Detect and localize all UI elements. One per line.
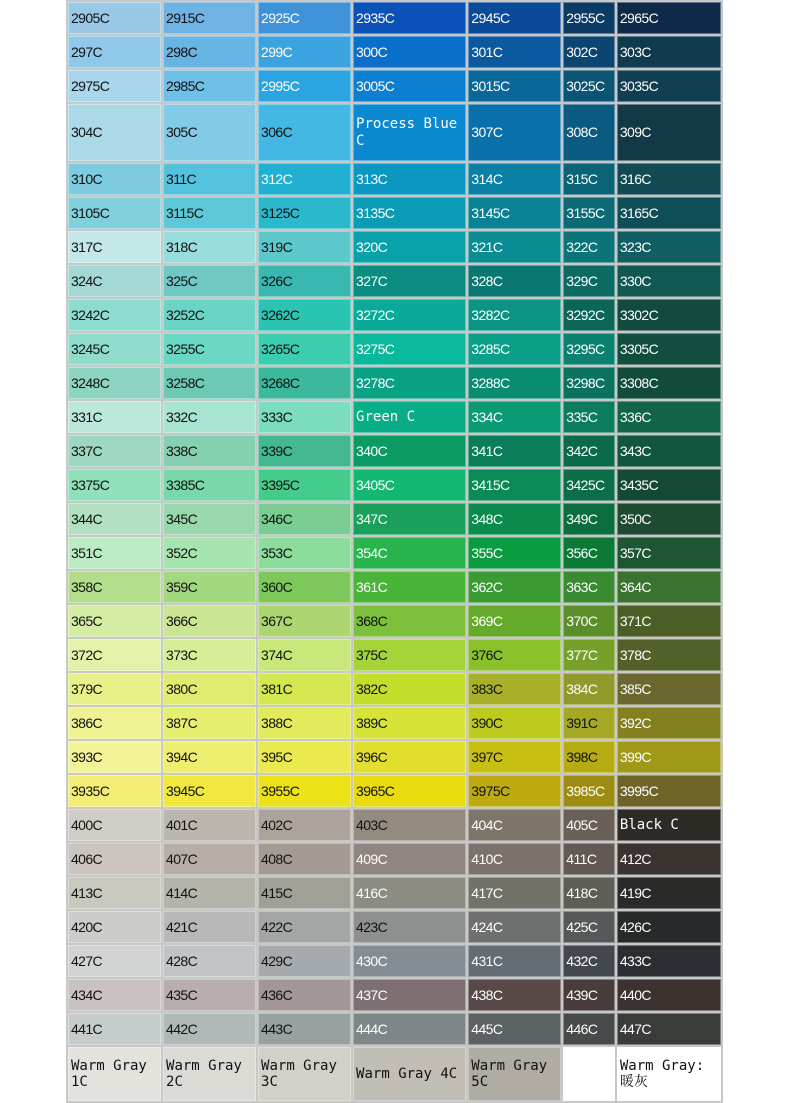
color-swatch: 321C [468, 231, 561, 263]
color-swatch: 336C [617, 401, 721, 433]
color-swatch: 397C [468, 741, 561, 773]
color-swatch: 3305C [617, 333, 721, 365]
swatch-row [68, 877, 721, 909]
color-swatch: 433C [617, 945, 721, 977]
swatch-row [68, 775, 721, 807]
color-swatch: 319C [258, 231, 351, 263]
color-swatch: 398C [563, 741, 615, 773]
color-swatch: 383C [468, 673, 561, 705]
color-swatch: 351C [68, 537, 161, 569]
color-swatch: 405C [563, 809, 615, 841]
color-swatch: 322C [563, 231, 615, 263]
color-swatch: 305C [163, 104, 256, 161]
color-swatch: 3995C [617, 775, 721, 807]
color-swatch: 299C [258, 36, 351, 68]
color-swatch: 326C [258, 265, 351, 297]
swatch-row [68, 605, 721, 637]
color-swatch: 401C [163, 809, 256, 841]
color-swatch: 3165C [617, 197, 721, 229]
color-swatch: 3252C [163, 299, 256, 331]
color-swatch: 357C [617, 537, 721, 569]
color-swatch: 379C [68, 673, 161, 705]
color-swatch: 422C [258, 911, 351, 943]
color-swatch: 358C [68, 571, 161, 603]
color-swatch: 3375C [68, 469, 161, 501]
swatch-row [68, 571, 721, 603]
color-swatch: Warm Gray 4C [353, 1047, 466, 1101]
color-swatch: 3272C [353, 299, 466, 331]
color-swatch: 304C [68, 104, 161, 161]
color-swatch: 3242C [68, 299, 161, 331]
color-swatch: 3405C [353, 469, 466, 501]
color-swatch: 3975C [468, 775, 561, 807]
color-swatch: 359C [163, 571, 256, 603]
color-swatch: Black C [617, 809, 721, 841]
color-swatch: 369C [468, 605, 561, 637]
color-swatch: 334C [468, 401, 561, 433]
color-swatch: 394C [163, 741, 256, 773]
color-swatch: 3268C [258, 367, 351, 399]
color-swatch: 364C [617, 571, 721, 603]
color-swatch: 306C [258, 104, 351, 161]
color-swatch: 325C [163, 265, 256, 297]
pantone-color-chart [66, 0, 723, 1103]
color-swatch: 3292C [563, 299, 615, 331]
color-swatch: 360C [258, 571, 351, 603]
color-swatch: 2925C [258, 2, 351, 34]
color-swatch: 2995C [258, 70, 351, 102]
color-swatch: 372C [68, 639, 161, 671]
color-swatch: 392C [617, 707, 721, 739]
swatch-row [68, 673, 721, 705]
color-swatch: 3385C [163, 469, 256, 501]
color-swatch: 2955C [563, 2, 615, 34]
color-swatch: 395C [258, 741, 351, 773]
color-swatch: 391C [563, 707, 615, 739]
color-swatch: 407C [163, 843, 256, 875]
swatch-row [68, 163, 721, 195]
color-swatch: 439C [563, 979, 615, 1011]
swatch-row [68, 435, 721, 467]
color-swatch: 385C [617, 673, 721, 705]
color-swatch: 3308C [617, 367, 721, 399]
color-swatch: 332C [163, 401, 256, 433]
color-swatch: 417C [468, 877, 561, 909]
color-swatch: 339C [258, 435, 351, 467]
color-swatch: 323C [617, 231, 721, 263]
color-swatch: 3135C [353, 197, 466, 229]
color-swatch: 390C [468, 707, 561, 739]
color-swatch: 396C [353, 741, 466, 773]
swatch-row [68, 979, 721, 1011]
swatch-row [68, 741, 721, 773]
color-swatch: 2905C [68, 2, 161, 34]
color-swatch: 373C [163, 639, 256, 671]
color-swatch: 447C [617, 1013, 721, 1045]
color-swatch: 3015C [468, 70, 561, 102]
color-swatch: 344C [68, 503, 161, 535]
color-swatch: 316C [617, 163, 721, 195]
color-swatch: 298C [163, 36, 256, 68]
color-swatch: 444C [353, 1013, 466, 1045]
swatch-row [68, 537, 721, 569]
color-swatch: 354C [353, 537, 466, 569]
color-swatch: 419C [617, 877, 721, 909]
color-swatch: 3005C [353, 70, 466, 102]
color-swatch: 3285C [468, 333, 561, 365]
color-swatch: 409C [353, 843, 466, 875]
swatch-row [68, 809, 721, 841]
color-swatch: 355C [468, 537, 561, 569]
color-swatch: 425C [563, 911, 615, 943]
color-swatch: 402C [258, 809, 351, 841]
color-swatch: 3415C [468, 469, 561, 501]
color-swatch: 2945C [468, 2, 561, 34]
color-swatch: Green C [353, 401, 466, 433]
color-swatch: 438C [468, 979, 561, 1011]
color-swatch: 3985C [563, 775, 615, 807]
color-swatch: 3945C [163, 775, 256, 807]
color-swatch: 302C [563, 36, 615, 68]
color-swatch: 3258C [163, 367, 256, 399]
color-swatch: 374C [258, 639, 351, 671]
color-swatch: 411C [563, 843, 615, 875]
color-swatch: 410C [468, 843, 561, 875]
color-swatch: 318C [163, 231, 256, 263]
swatch-row [68, 197, 721, 229]
color-swatch: 389C [353, 707, 466, 739]
color-swatch: 3035C [617, 70, 721, 102]
color-swatch: 437C [353, 979, 466, 1011]
color-swatch: 352C [163, 537, 256, 569]
color-swatch: 3278C [353, 367, 466, 399]
color-swatch: 428C [163, 945, 256, 977]
color-swatch: 3288C [468, 367, 561, 399]
color-swatch: 420C [68, 911, 161, 943]
color-swatch: 421C [163, 911, 256, 943]
color-swatch: 3245C [68, 333, 161, 365]
color-swatch: 3265C [258, 333, 351, 365]
color-swatch: 3282C [468, 299, 561, 331]
color-swatch: 3115C [163, 197, 256, 229]
color-swatch: 408C [258, 843, 351, 875]
color-swatch [563, 1047, 615, 1101]
color-swatch: 338C [163, 435, 256, 467]
color-swatch: 3025C [563, 70, 615, 102]
color-swatch: 308C [563, 104, 615, 161]
color-swatch: 375C [353, 639, 466, 671]
color-swatch: 335C [563, 401, 615, 433]
color-swatch: 348C [468, 503, 561, 535]
color-swatch: 363C [563, 571, 615, 603]
color-swatch: 436C [258, 979, 351, 1011]
color-swatch: 330C [617, 265, 721, 297]
color-swatch: 424C [468, 911, 561, 943]
color-swatch: 412C [617, 843, 721, 875]
color-swatch: 404C [468, 809, 561, 841]
color-swatch: 329C [563, 265, 615, 297]
color-swatch: 3425C [563, 469, 615, 501]
color-swatch: Warm Gray: 暖灰 [617, 1047, 721, 1101]
color-swatch: 3248C [68, 367, 161, 399]
swatch-row [68, 1047, 721, 1101]
color-swatch: 324C [68, 265, 161, 297]
color-swatch: 3275C [353, 333, 466, 365]
color-swatch: Warm Gray 2C [163, 1047, 256, 1101]
color-swatch: 300C [353, 36, 466, 68]
color-swatch: 3125C [258, 197, 351, 229]
color-swatch: 333C [258, 401, 351, 433]
color-swatch: 362C [468, 571, 561, 603]
color-swatch: 327C [353, 265, 466, 297]
color-swatch: 393C [68, 741, 161, 773]
color-swatch: 382C [353, 673, 466, 705]
swatch-row [68, 36, 721, 68]
color-swatch: 310C [68, 163, 161, 195]
color-swatch: 3302C [617, 299, 721, 331]
color-swatch: Warm Gray 3C [258, 1047, 351, 1101]
color-swatch: 341C [468, 435, 561, 467]
color-swatch: 431C [468, 945, 561, 977]
color-swatch: 416C [353, 877, 466, 909]
color-swatch: 377C [563, 639, 615, 671]
color-swatch: 356C [563, 537, 615, 569]
color-swatch: 3955C [258, 775, 351, 807]
color-swatch: 2965C [617, 2, 721, 34]
color-swatch: 320C [353, 231, 466, 263]
color-swatch: 414C [163, 877, 256, 909]
swatch-row [68, 265, 721, 297]
swatch-row [68, 843, 721, 875]
color-swatch: 313C [353, 163, 466, 195]
color-swatch: 349C [563, 503, 615, 535]
color-swatch: 303C [617, 36, 721, 68]
color-swatch: 3935C [68, 775, 161, 807]
swatch-row [68, 639, 721, 671]
color-swatch: 346C [258, 503, 351, 535]
swatch-row [68, 469, 721, 501]
swatch-row [68, 707, 721, 739]
swatch-row [68, 104, 721, 161]
color-swatch: 315C [563, 163, 615, 195]
swatch-row [68, 299, 721, 331]
color-swatch: 430C [353, 945, 466, 977]
color-swatch: 435C [163, 979, 256, 1011]
swatch-row [68, 945, 721, 977]
color-swatch: 399C [617, 741, 721, 773]
color-swatch: 426C [617, 911, 721, 943]
color-swatch: 307C [468, 104, 561, 161]
color-swatch: 343C [617, 435, 721, 467]
swatch-row [68, 2, 721, 34]
color-swatch: 340C [353, 435, 466, 467]
color-swatch: 314C [468, 163, 561, 195]
color-swatch: 2935C [353, 2, 466, 34]
color-swatch: 415C [258, 877, 351, 909]
color-swatch: 3145C [468, 197, 561, 229]
swatch-row [68, 333, 721, 365]
color-swatch: 370C [563, 605, 615, 637]
color-swatch: Warm Gray 1C [68, 1047, 161, 1101]
color-swatch: 337C [68, 435, 161, 467]
swatch-row [68, 231, 721, 263]
color-swatch: 443C [258, 1013, 351, 1045]
color-swatch: 403C [353, 809, 466, 841]
color-swatch: 301C [468, 36, 561, 68]
color-swatch: 3255C [163, 333, 256, 365]
color-swatch: 312C [258, 163, 351, 195]
color-swatch: Warm Gray 5C [468, 1047, 561, 1101]
chart-body [68, 2, 721, 1101]
color-swatch: 309C [617, 104, 721, 161]
color-swatch: 441C [68, 1013, 161, 1045]
color-swatch: 342C [563, 435, 615, 467]
swatch-row [68, 503, 721, 535]
color-swatch: 3395C [258, 469, 351, 501]
color-swatch: 2985C [163, 70, 256, 102]
color-swatch: 3965C [353, 775, 466, 807]
color-swatch: 331C [68, 401, 161, 433]
color-swatch: 446C [563, 1013, 615, 1045]
color-swatch: 3295C [563, 333, 615, 365]
color-swatch: 386C [68, 707, 161, 739]
color-swatch: 440C [617, 979, 721, 1011]
color-swatch: 3298C [563, 367, 615, 399]
color-swatch: 413C [68, 877, 161, 909]
color-swatch: 366C [163, 605, 256, 637]
color-swatch: 442C [163, 1013, 256, 1045]
color-swatch: 317C [68, 231, 161, 263]
color-swatch: 429C [258, 945, 351, 977]
color-swatch: 2915C [163, 2, 256, 34]
color-swatch: 418C [563, 877, 615, 909]
color-swatch: 406C [68, 843, 161, 875]
color-swatch: 3155C [563, 197, 615, 229]
color-swatch: 381C [258, 673, 351, 705]
color-swatch: 445C [468, 1013, 561, 1045]
color-swatch: 380C [163, 673, 256, 705]
color-swatch: 3105C [68, 197, 161, 229]
color-swatch: Process Blue C [353, 104, 466, 161]
swatch-row [68, 1013, 721, 1045]
color-swatch: 345C [163, 503, 256, 535]
color-swatch: 353C [258, 537, 351, 569]
swatch-row [68, 911, 721, 943]
swatch-row [68, 367, 721, 399]
color-swatch: 328C [468, 265, 561, 297]
color-swatch: 361C [353, 571, 466, 603]
color-swatch: 2975C [68, 70, 161, 102]
swatch-row [68, 401, 721, 433]
color-swatch: 376C [468, 639, 561, 671]
color-swatch: 311C [163, 163, 256, 195]
color-swatch: 365C [68, 605, 161, 637]
color-swatch: 400C [68, 809, 161, 841]
color-swatch: 3435C [617, 469, 721, 501]
swatch-row [68, 70, 721, 102]
color-swatch: 432C [563, 945, 615, 977]
color-swatch: 297C [68, 36, 161, 68]
color-swatch: 367C [258, 605, 351, 637]
color-swatch: 427C [68, 945, 161, 977]
color-swatch: 387C [163, 707, 256, 739]
color-swatch: 368C [353, 605, 466, 637]
color-swatch: 3262C [258, 299, 351, 331]
color-swatch: 371C [617, 605, 721, 637]
color-swatch: 350C [617, 503, 721, 535]
color-swatch: 384C [563, 673, 615, 705]
color-swatch: 388C [258, 707, 351, 739]
color-swatch: 434C [68, 979, 161, 1011]
color-swatch: 423C [353, 911, 466, 943]
color-swatch: 378C [617, 639, 721, 671]
color-swatch: 347C [353, 503, 466, 535]
